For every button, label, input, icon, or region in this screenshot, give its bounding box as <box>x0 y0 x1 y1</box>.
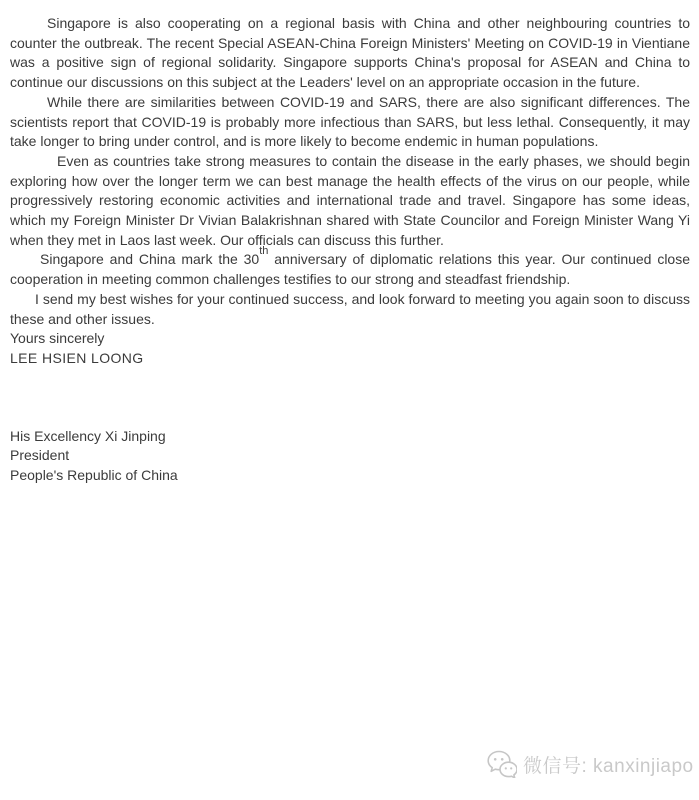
watermark-label: 微信号: kanxinjiapo <box>523 755 694 777</box>
recipient-country: People's Republic of China <box>10 467 178 484</box>
letter-paragraph-anniversary <box>10 245 691 289</box>
watermark <box>487 750 694 778</box>
wechat-icon <box>487 750 517 778</box>
letter-paragraph-best-wishes: I send my best wishes for your continued success, and look forward to meeting you again soon to discuss these and other issues. <box>10 290 690 327</box>
letter-closing: Yours sincerely <box>10 330 105 347</box>
paragraph-text-before-superscript: Singapore and China mark the 30 <box>40 251 260 268</box>
letter-paragraph-covid-vs-sars: While there are similarities between COVID-19 and SARS, there are also significant differences. The scientists report that COVID-19 is probably more infectious than SARS, but less lethal. Consequently, it may take longer to bring under control, and is more likely to become endemic in human populations. <box>10 93 690 150</box>
ordinal-superscript: th <box>259 245 269 258</box>
letter-paragraph-regional-cooperation: Singapore is also cooperating on a regional basis with China and other neighbouring countries to counter the outbreak. The recent Special ASEAN-China Foreign Ministers' Meeting on COVID-19 in Vientiane was a positive sign of regional solidarity. Singapore supports China's proposal for ASEAN and China to continue our discussions on this subject at the Leaders' level on an appropriate occasion in the future. <box>10 15 690 91</box>
recipient-title: President <box>10 447 70 464</box>
recipient-block <box>10 427 690 486</box>
letter-signature-name: LEE HSIEN LOONG <box>10 349 144 366</box>
paragraph-text-after-superscript: anniversary of diplomatic relations this year. Our continued close cooperation in meeting common challenges testifies to our strong and steadfast friendship. <box>10 251 691 288</box>
recipient-name: His Excellency Xi Jinping <box>10 427 166 444</box>
letter-paragraph-long-term-management: Even as countries take strong measures to contain the disease in the early phases, we should begin exploring how over the longer term we can best manage the health effects of the virus on our people, while progressively restoring economic activities and international trade and travel. Singapore has some ideas, which my Foreign Minister Dr Vivian Balakrishnan shared with State Councilor and Foreign Minister Wang Yi when they met in Laos last week. Our officials can discuss this further. <box>10 152 690 248</box>
